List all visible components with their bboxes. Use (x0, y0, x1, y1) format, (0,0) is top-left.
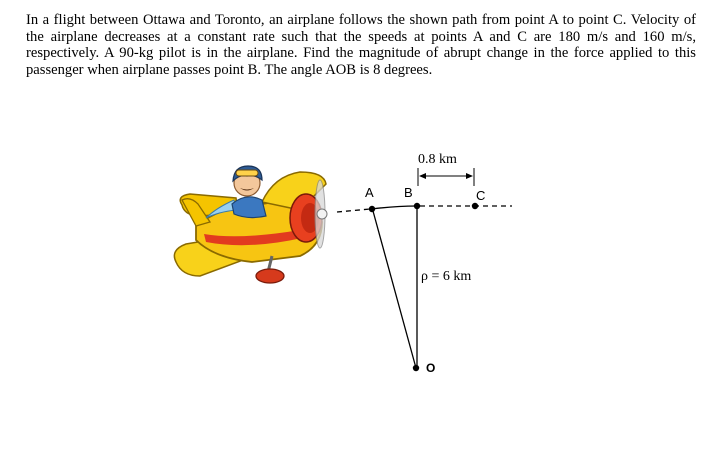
airplane-illustration (174, 166, 327, 283)
pilot-goggles (236, 170, 258, 176)
radius-label: ρ = 6 km (421, 269, 472, 284)
airplane-spinner (317, 209, 327, 219)
pilot-figure (206, 166, 266, 218)
dimension-arrow-right (466, 173, 473, 179)
curved-path-ab (372, 206, 417, 209)
point-a-label: A (365, 185, 374, 200)
point-o-marker (413, 365, 419, 371)
distance-label: 0.8 km (418, 152, 457, 167)
problem-text: In a flight between Ottawa and Toronto, an airplane follows the shown path from point A to point C. Velocity of the airplane decreases at a constant rate such that the speeds at points A and C are 180 m/s and 160 m/s, respectively. A 90-kg pilot is in the airplane. Find the magnitude of abrupt change in the force applied to this passenger when airplane passes point B. The angle AOB is 8 degrees. (26, 12, 696, 78)
flight-path-diagram (337, 152, 512, 375)
dimension-arrow-left (419, 173, 426, 179)
radius-line-oa (373, 211, 416, 368)
airplane-wheel (256, 269, 284, 283)
point-o-label: O (426, 361, 436, 375)
pilot-body (232, 197, 266, 218)
point-c-marker (472, 203, 478, 209)
point-b-marker (414, 203, 420, 209)
incoming-dashed-path (337, 209, 370, 212)
point-b-label: B (404, 185, 413, 200)
point-c-label: C (476, 188, 486, 203)
point-a-marker (369, 206, 375, 212)
